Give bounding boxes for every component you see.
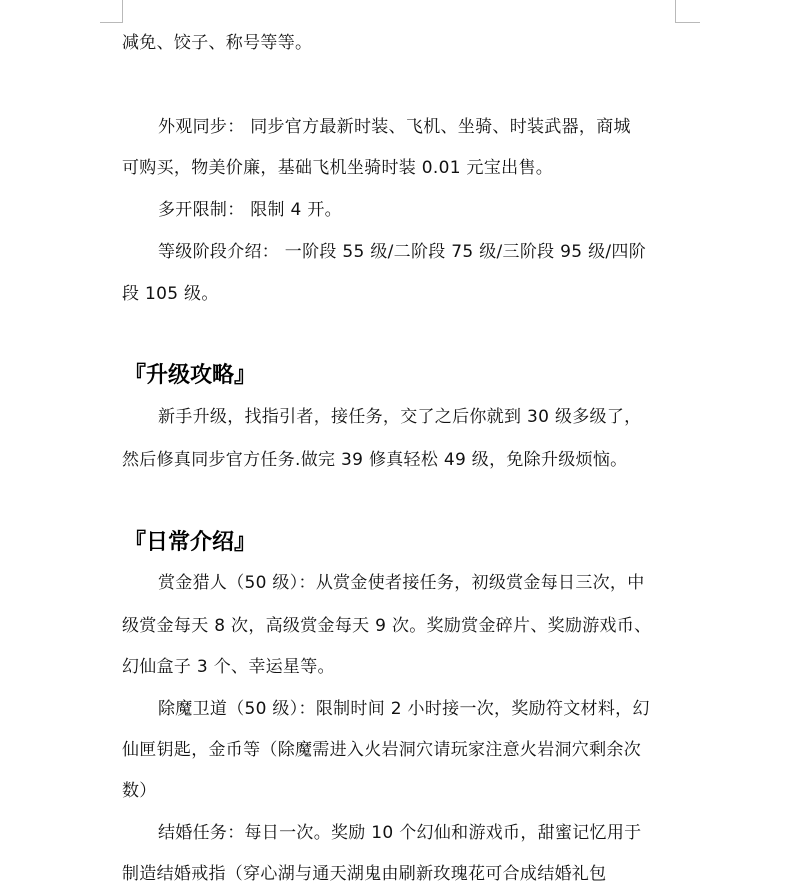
section-heading: 『升级攻略』 xyxy=(124,362,257,388)
paragraph-line: 赏金猎人（50 级）：从赏金使者接任务，初级赏金每日三次，中 xyxy=(158,573,645,593)
paragraph-line: 然后修真同步官方任务.做完 39 修真轻松 49 级，免除升级烦恼。 xyxy=(122,450,628,470)
paragraph-line: 数） xyxy=(122,781,157,801)
paragraph-line: 仙匣钥匙，金币等（除魔需进入火岩洞穴请玩家注意火岩洞穴剩余次 xyxy=(122,740,641,760)
paragraph-line: 减免、饺子、称号等等。 xyxy=(122,33,313,53)
paragraph-line: 可购买，物美价廉，基础飞机坐骑时装 0.01 元宝出售。 xyxy=(122,158,554,178)
paragraph-line: 多开限制： 限制 4 开。 xyxy=(158,200,342,220)
paragraph-line: 制造结婚戒指（穿心湖与通天湖鬼由刷新玫瑰花可合成结婚礼包 xyxy=(122,864,607,884)
crop-mark-left xyxy=(100,0,123,23)
paragraph-line: 段 105 级。 xyxy=(122,284,219,304)
paragraph-line: 结婚任务：每日一次。奖励 10 个幻仙和游戏币，甜蜜记忆用于 xyxy=(158,823,642,843)
paragraph-line: 幻仙盒子 3 个、幸运星等。 xyxy=(122,657,335,677)
crop-mark-right xyxy=(675,0,700,23)
paragraph-line: 外观同步： 同步官方最新时装、飞机、坐骑、时装武器，商城 xyxy=(158,117,631,137)
paragraph-line: 等级阶段介绍： 一阶段 55 级/二阶段 75 级/三阶段 95 级/四阶 xyxy=(158,242,647,262)
paragraph-line: 除魔卫道（50 级）：限制时间 2 小时接一次，奖励符文材料，幻 xyxy=(158,699,650,719)
section-heading: 『日常介绍』 xyxy=(124,529,257,555)
paragraph-line: 新手升级，找指引者，接任务，交了之后你就到 30 级多级了， xyxy=(158,407,642,427)
paragraph-line: 级赏金每天 8 次，高级赏金每天 9 次。奖励赏金碎片、奖励游戏币、 xyxy=(122,616,652,636)
